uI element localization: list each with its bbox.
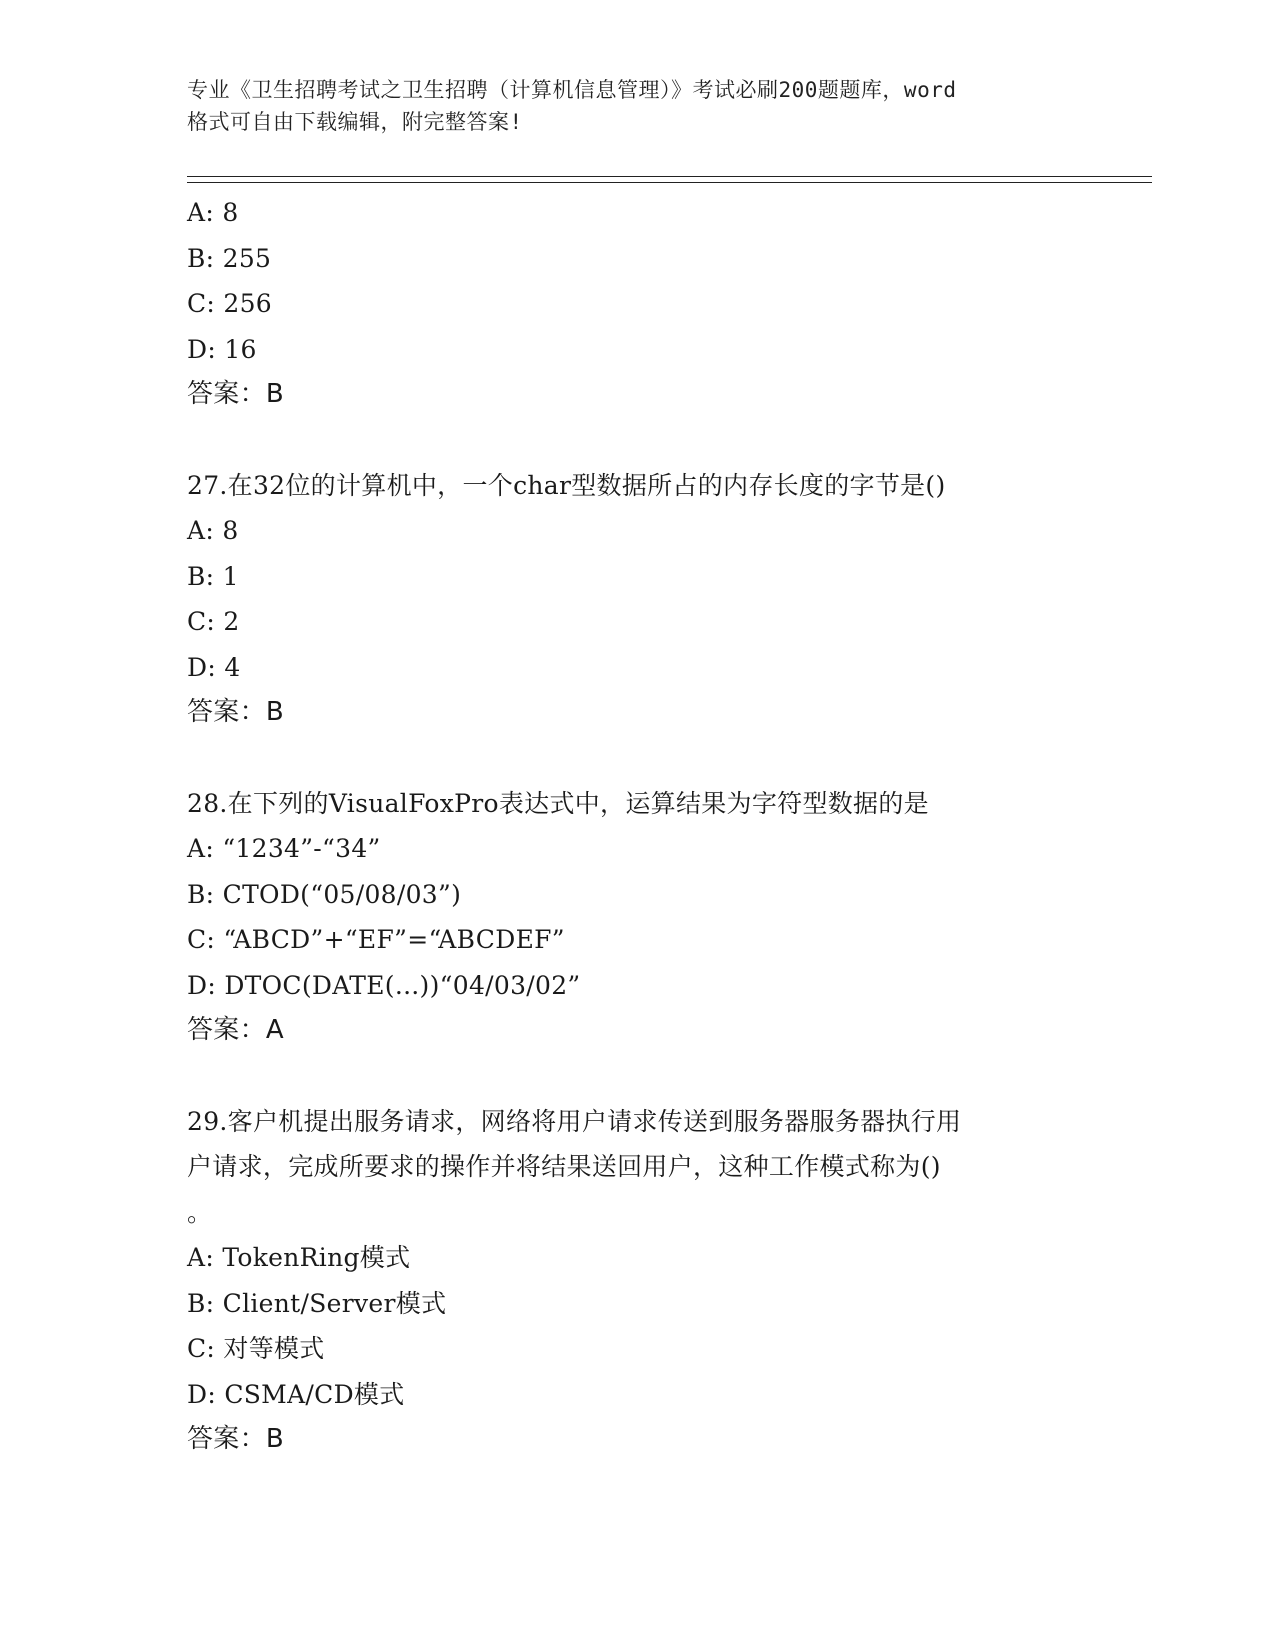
option-b: B: 1 (187, 561, 239, 591)
option-c: C: 对等模式 (187, 1334, 325, 1363)
question-29 (187, 1099, 1087, 1463)
header-rule-top (187, 176, 1152, 177)
option-a: A: 8 (187, 516, 239, 545)
question-text-line-3: 。 (187, 1197, 213, 1227)
header-line-1: 专业《卫生招聘考试之卫生招聘（计算机信息管理）》考试必刷200题题库，word (187, 78, 957, 102)
question-text: 27.在32位的计算机中，一个char型数据所占的内存长度的字节是() (187, 470, 946, 500)
question-28 (187, 781, 1087, 1054)
header-rule-bottom (187, 182, 1152, 183)
question-26 (187, 190, 1087, 418)
option-d: D: DTOC(DATE(...))“04/03/02” (187, 970, 581, 1000)
option-a: A: “1234”-“34” (187, 834, 381, 863)
option-a: A: TokenRing模式 (187, 1243, 411, 1272)
option-b: B: Client/Server模式 (187, 1288, 447, 1318)
option-c: C: “ABCD”+“EF”=“ABCDEF” (187, 925, 565, 954)
spacer (187, 418, 1087, 463)
question-text-line-1: 29.客户机提出服务请求，网络将用户请求传送到服务器服务器执行用 (187, 1106, 962, 1136)
answer: 答案：B (187, 1424, 285, 1454)
document-header (187, 74, 1087, 138)
option-d: D: CSMA/CD模式 (187, 1379, 405, 1409)
answer: 答案：A (187, 1015, 284, 1045)
document-body (187, 190, 1087, 1463)
option-d: D: 16 (187, 334, 257, 364)
header-line-2: 格式可自由下载编辑，附完整答案! (187, 110, 523, 134)
option-b: B: CTOD(“05/08/03”) (187, 879, 462, 909)
option-d: D: 4 (187, 652, 241, 682)
option-c: C: 2 (187, 607, 240, 636)
spacer (187, 736, 1087, 781)
spacer (187, 1054, 1087, 1099)
option-c: C: 256 (187, 289, 273, 318)
answer: 答案：B (187, 697, 285, 727)
question-text-line-2: 户请求，完成所要求的操作并将结果送回用户，这种工作模式称为() (187, 1152, 941, 1181)
question-27 (187, 463, 1087, 736)
question-text: 28.在下列的VisualFoxPro表达式中，运算结果为字符型数据的是 (187, 788, 929, 818)
option-b: B: 255 (187, 243, 272, 273)
answer: 答案：B (187, 379, 285, 409)
option-a: A: 8 (187, 198, 239, 227)
